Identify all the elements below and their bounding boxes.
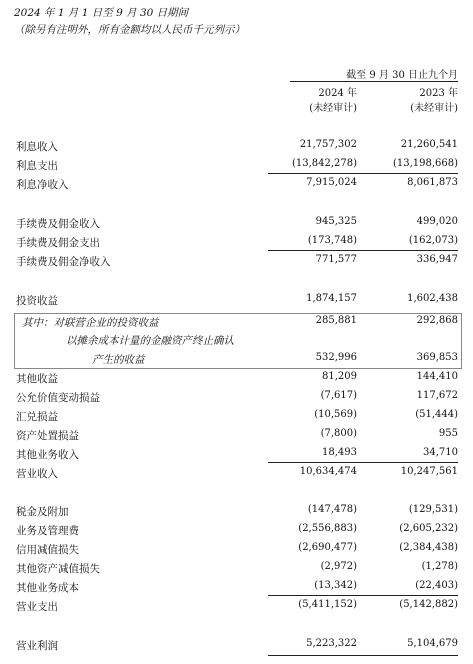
row-label: 营业支出 xyxy=(16,601,58,613)
value-2024: (5,411,152) xyxy=(298,599,357,610)
value-2023: 10,247,561 xyxy=(400,466,458,477)
total-rule xyxy=(268,655,458,656)
row-label: 营业利润 xyxy=(16,640,58,652)
table-row xyxy=(0,540,473,558)
value-2024: (7,800) xyxy=(320,428,357,439)
row-label: 投资收益 xyxy=(16,295,58,307)
row-label: 汇兑损益 xyxy=(16,411,58,423)
value-2024: (147,478) xyxy=(307,504,357,515)
value-2023: 34,710 xyxy=(423,447,458,458)
value-2023: (51,444) xyxy=(415,409,458,420)
col-2024-status: (未经审计) xyxy=(309,103,357,114)
row-label: 以摊余成本计量的金融资产终止确认 xyxy=(66,335,234,347)
value-2024: 285,881 xyxy=(315,315,357,326)
row-label: 其他收益 xyxy=(16,373,58,385)
value-2024: 10,634,474 xyxy=(299,466,357,477)
col-2023-year: 2023 年 xyxy=(419,88,458,99)
table-row xyxy=(0,252,473,270)
table-row xyxy=(0,636,473,654)
table-row xyxy=(0,578,473,596)
row-label: 其他业务收入 xyxy=(16,449,79,461)
table-row xyxy=(0,214,473,232)
value-2024: 7,915,024 xyxy=(306,177,357,188)
value-2023: (2,384,438) xyxy=(399,542,458,553)
row-label: 其他业务成本 xyxy=(16,582,79,594)
value-2024: (13,842,278) xyxy=(291,158,357,169)
value-2023: 21,260,541 xyxy=(400,139,458,150)
table-row xyxy=(0,156,473,174)
value-2024: (13,342) xyxy=(314,580,357,591)
value-2024: 21,757,302 xyxy=(299,139,357,150)
row-label: 手续费及佣金净收入 xyxy=(16,256,111,268)
table-row xyxy=(0,313,473,331)
period-group-heading: 截至 9 月 30 日止九个月 xyxy=(346,70,458,81)
currency-note: （除另有注明外，所有金额均以人民币千元列示） xyxy=(14,24,245,36)
value-2023: 8,061,873 xyxy=(407,177,458,188)
subtotal-rule xyxy=(268,173,458,174)
value-2024: 5,223,322 xyxy=(306,638,357,649)
value-2023: 292,868 xyxy=(416,315,458,326)
row-label: 税金及附加 xyxy=(16,506,69,518)
value-2024: (173,748) xyxy=(307,235,357,246)
table-row xyxy=(0,559,473,577)
row-label: 利息净收入 xyxy=(16,179,69,191)
value-2024: (7,617) xyxy=(320,390,357,401)
subtotal-rule xyxy=(268,595,458,596)
value-2023: 955 xyxy=(438,428,458,439)
value-2023: (1,278) xyxy=(421,561,458,572)
table-row xyxy=(0,464,473,482)
subtotal-rule xyxy=(268,250,458,251)
row-label: 手续费及佣金收入 xyxy=(16,218,100,230)
table-row xyxy=(0,369,473,387)
table-row xyxy=(0,350,473,368)
value-2024: 1,874,157 xyxy=(306,293,357,304)
value-2023: (129,531) xyxy=(408,504,458,515)
value-2024: 18,493 xyxy=(322,447,357,458)
value-2024: 532,996 xyxy=(315,352,357,363)
period-title: 2024 年 1 月 1 日至 9 月 30 日期间 xyxy=(14,7,189,19)
value-2024: 945,325 xyxy=(315,216,357,227)
value-2023: 144,410 xyxy=(416,371,458,382)
value-2024: 771,577 xyxy=(315,254,357,265)
table-row xyxy=(0,502,473,520)
row-label: 公允价值变动损益 xyxy=(16,392,100,404)
value-2023: (5,142,882) xyxy=(399,599,458,610)
value-2023: 117,672 xyxy=(416,390,458,401)
value-2023: 5,104,679 xyxy=(407,638,458,649)
value-2024: (2,556,883) xyxy=(298,523,357,534)
subtotal-rule xyxy=(268,462,458,463)
value-2023: (162,073) xyxy=(408,235,458,246)
table-row xyxy=(0,175,473,193)
value-2023: (13,198,668) xyxy=(392,158,458,169)
col-2023-status: (未经审计) xyxy=(410,103,458,114)
value-2023: (2,605,232) xyxy=(399,523,458,534)
value-2023: 499,020 xyxy=(416,216,458,227)
table-row xyxy=(0,137,473,155)
table-row xyxy=(0,388,473,406)
table-row xyxy=(0,597,473,615)
row-label: 产生的收益 xyxy=(92,354,145,366)
table-row xyxy=(0,291,473,309)
value-2024: 81,209 xyxy=(322,371,357,382)
value-2024: (2,972) xyxy=(320,561,357,572)
row-label: 利息支出 xyxy=(16,160,58,172)
value-2023: 336,947 xyxy=(416,254,458,265)
table-row xyxy=(0,445,473,463)
table-row xyxy=(0,521,473,539)
value-2024: (10,569) xyxy=(314,409,357,420)
row-label: 资产处置损益 xyxy=(16,430,79,442)
row-label: 信用减值损失 xyxy=(16,544,79,556)
row-label: 营业收入 xyxy=(16,468,58,480)
value-2024: (2,690,477) xyxy=(298,542,357,553)
row-label: 业务及管理费 xyxy=(16,525,79,537)
row-label: 其中：对联营企业的投资收益 xyxy=(22,317,159,329)
table-row xyxy=(0,331,473,349)
value-2023: (22,403) xyxy=(415,580,458,591)
row-label: 利息收入 xyxy=(16,141,58,153)
heading-rule xyxy=(290,81,458,82)
value-2023: 369,853 xyxy=(416,352,458,363)
table-row xyxy=(0,426,473,444)
value-2023: 1,602,438 xyxy=(407,293,458,304)
row-label: 手续费及佣金支出 xyxy=(16,237,100,249)
row-label: 其他资产减值损失 xyxy=(16,563,100,575)
table-row xyxy=(0,407,473,425)
col-2024-year: 2024 年 xyxy=(318,88,357,99)
table-row xyxy=(0,233,473,251)
